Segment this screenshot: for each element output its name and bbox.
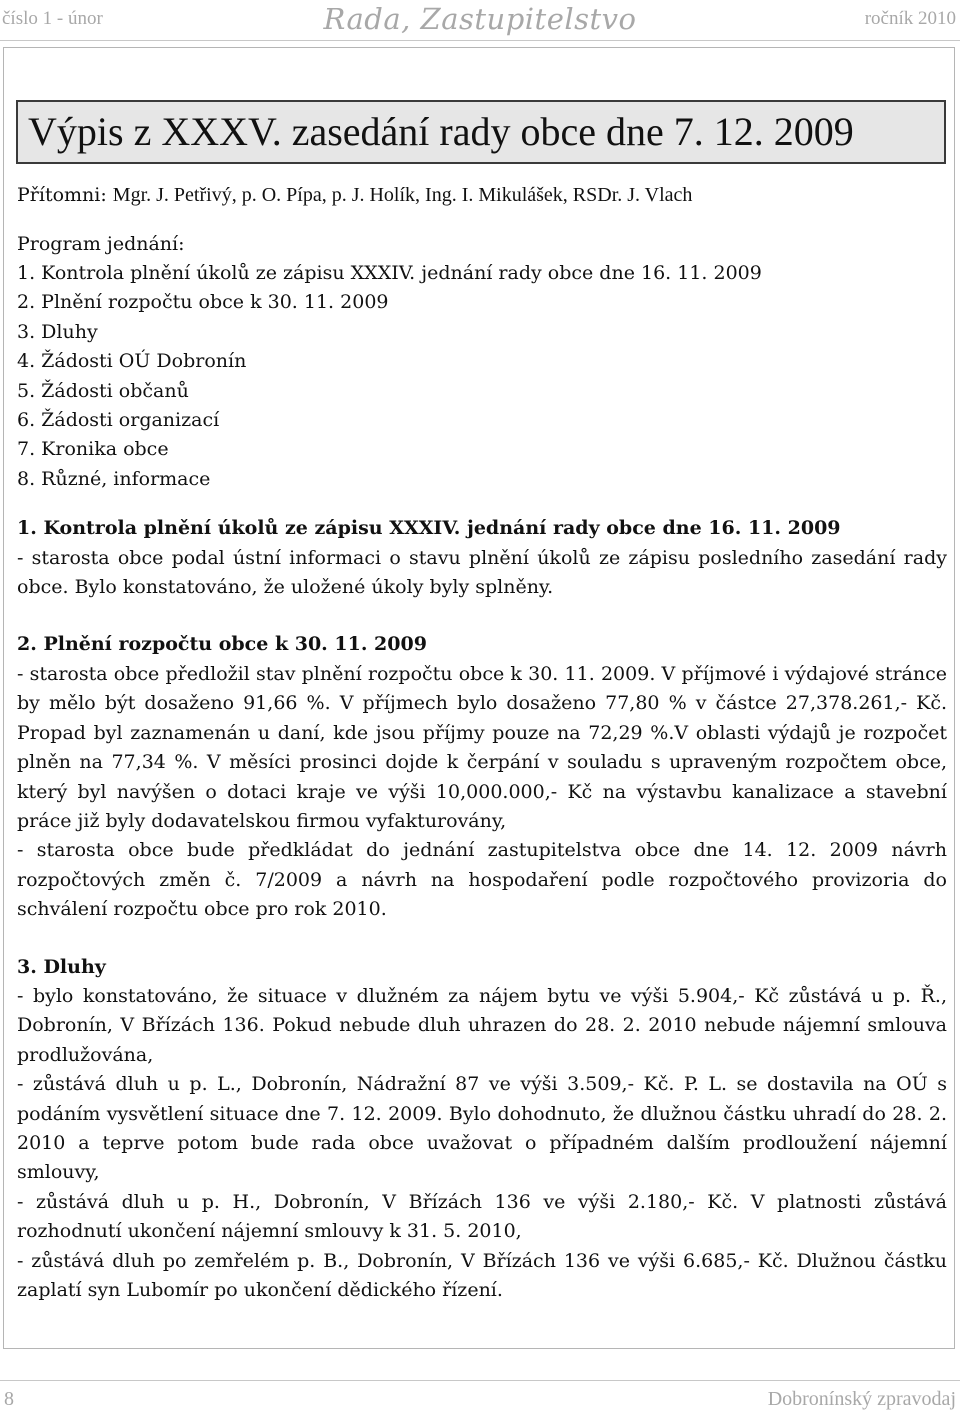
page-number: 8 <box>4 1388 14 1410</box>
section-paragraph: - zůstává dluh u p. L., Dobronín, Nádražní 87 ve výši 3.509,- Kč. P. L. se dostavila na OÚ s podáním vysvětlení situace dne 7. 12. 2009. Bylo dohodnuto, že dlužnou částku uhradí do 28. 2. 2010 a teprve potom bude rada obce uvažovat o případném dalším prodloužení nájemní smlouvy, <box>17 1073 947 1184</box>
section-paragraph: - starosta obce podal ústní informaci o stavu plnění úkolů ze zápisu posledního zasedání rady obce. Bylo konstatováno, že uložené úkoly byly splněny. <box>17 546 947 599</box>
attendance-label: Přítomni: <box>17 184 107 206</box>
publication-name: Dobronínský zpravodaj <box>767 1388 956 1410</box>
program-item: 2. Plnění rozpočtu obce k 30. 11. 2009 <box>17 291 389 314</box>
volume-label: ročník 2010 <box>864 8 956 29</box>
attendance-line <box>17 180 947 210</box>
footer-divider <box>0 1380 960 1381</box>
section-heading: 3. Dluhy <box>17 955 106 978</box>
article-title-box <box>16 100 946 164</box>
program-item: 4. Žádosti OÚ Dobronín <box>17 350 247 373</box>
section-task-review <box>17 514 947 602</box>
program-item: 8. Různé, informace <box>17 467 211 490</box>
program-item: 3. Dluhy <box>17 320 98 343</box>
section-title: Rada, Zastupitelstvo <box>323 2 637 36</box>
section-paragraph: - bylo konstatováno, že situace v dlužném za nájem bytu ve výši 5.904,- Kč zůstává u p. Ř., Dobronín, V Břízách 136. Pokud nebude dluh uhrazen do 28. 2. 2010 nebude nájemní smlouva prodlužována, <box>17 984 947 1066</box>
header-divider <box>0 40 960 41</box>
article-title: Výpis z XXXV. zasedání rady obce dne 7. 12. 2009 <box>28 109 854 154</box>
article-body <box>17 180 947 1305</box>
program-list <box>17 259 947 494</box>
section-heading: 1. Kontrola plnění úkolů ze zápisu XXXIV. jednání rady obce dne 16. 11. 2009 <box>17 517 841 540</box>
program-item: 7. Kronika obce <box>17 438 169 461</box>
program-item: 5. Žádosti občanů <box>17 379 189 402</box>
attendance-names: Mgr. J. Petřivý, p. O. Pípa, p. J. Holík, Ing. I. Mikulášek, RSDr. J. Vlach <box>112 184 693 206</box>
program-item: 1. Kontrola plnění úkolů ze zápisu XXXIV. jednání rady obce dne 16. 11. 2009 <box>17 262 762 284</box>
program-label: Program jednání: <box>17 233 185 255</box>
running-header <box>0 0 960 44</box>
section-heading: 2. Plnění rozpočtu obce k 30. 11. 2009 <box>17 633 427 656</box>
section-paragraph: - starosta obce předložil stav plnění rozpočtu obce k 30. 11. 2009. V příjmové i výdajové stránce by mělo být dosaženo 91,66 %. V příjmech bylo dosaženo 77,80 % v částce 27,378.261,- Kč. Propad byl zaznamenán u daní, kde jsou příjmy pouze na 72,29 %.V oblasti výdajů je rozpočet plněn na 77,34 %. V měsíci prosinci dojde k čerpání v souladu s upraveným rozpočtem obce, který byl navýšen o dotaci kraje ve výši 10,000.000,- Kč na výstavbu kanalizace a stavební práce již byly dodavatelskou firmou vyfakturovány, <box>17 662 947 832</box>
section-budget <box>17 630 947 924</box>
program-item: 6. Žádosti organizací <box>17 409 220 432</box>
section-paragraph: - zůstává dluh po zemřelém p. B., Dobronín, V Břízách 136 ve výši 6.685,- Kč. Dlužnou částku zaplatí syn Lubomír po ukončení dědického řízení. <box>17 1249 947 1301</box>
issue-label: číslo 1 - únor <box>2 8 103 29</box>
section-paragraph: - zůstává dluh u p. H., Dobronín, V Břízách 136 ve výši 2.180,- Kč. V platnosti zůstává rozhodnutí ukončení nájemní smlouvy k 31. 5. 2010, <box>17 1190 947 1243</box>
section-paragraph: - starosta obce bude předkládat do jednání zastupitelstva obce dne 14. 12. 2009 návrh rozpočtových změn č. 7/2009 a návrh na hospodaření podle rozpočtového provizoria do schválení rozpočtu obce pro rok 2010. <box>17 839 947 921</box>
section-debts <box>17 953 947 1306</box>
